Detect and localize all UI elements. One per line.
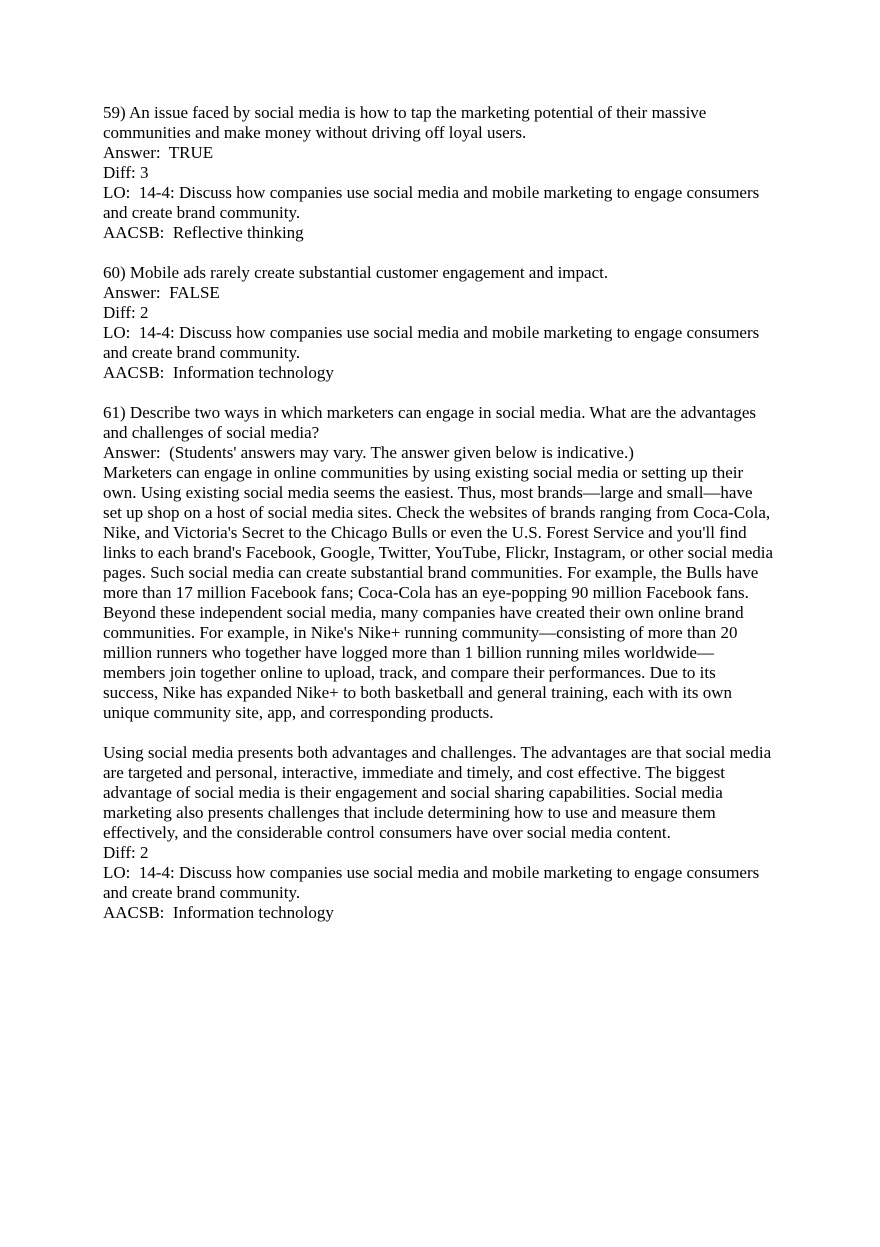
question-60-answer-line: Answer: FALSE [103,283,220,302]
document-page [103,103,778,943]
question-60-lo-line: LO: 14-4: Discuss how companies use social media and mobile marketing to engage consumers and create brand community. [103,323,764,362]
question-61-answer-line: Answer: (Students' answers may vary. The answer given below is indicative.) [103,443,634,462]
question-61-lo-line: LO: 14-4: Discuss how companies use social media and mobile marketing to engage consumers and create brand community. [103,863,764,902]
question-61-answer-body-2: Using social media presents both advantages and challenges. The advantages are that social media are targeted and personal, interactive, immediate and timely, and cost effective. The biggest advantage of social media is their engagement and social sharing capabilities. Social media marketing also presents challenges that include determining how to use and measure them effectively, and the considerable control consumers have over social media content. [103,743,776,842]
question-60-text: 60) Mobile ads rarely create substantial customer engagement and impact. [103,263,609,282]
question-59-text: 59) An issue faced by social media is how to tap the marketing potential of their massive communities and make money without driving off loyal users. [103,103,711,142]
question-61-block [103,403,778,923]
question-60-block [103,263,775,383]
question-59-aacsb-line: AACSB: Reflective thinking [103,223,304,242]
question-59-diff-line: Diff: 3 [103,163,149,182]
question-59-answer-line: Answer: TRUE [103,143,214,162]
question-61-text: 61) Describe two ways in which marketers can engage in social media. What are the advantages and challenges of social media? [103,403,761,442]
question-61-aacsb-line: AACSB: Information technology [103,903,334,922]
question-60-diff-line: Diff: 2 [103,303,149,322]
question-59-block [103,103,775,243]
question-61-diff-line: Diff: 2 [103,843,149,862]
question-61-answer-body-1: Marketers can engage in online communities by using existing social media or setting up their own. Using existing social media seems the easiest. Thus, most brands—large and small—have set up shop on a host of social media sites. Check the websites of brands ranging from Coca-Cola, Nike, and Victoria's Secret to the Chicago Bulls or even the U.S. Forest Service and you'll find links to each brand's Facebook, Google, Twitter, YouTube, Flickr, Instagram, or other social media pages. Such social media can create substantial brand communities. For example, the Bulls have more than 17 million Facebook fans; Coca-Cola has an eye-popping 90 million Facebook fans. Beyond these independent social media, many companies have created their own online brand communities. For example, in Nike's Nike+ running community—consisting of more than 20 million runners who together have logged more than 1 billion running miles worldwide—members join together online to upload, track, and compare their performances. Due to its success, Nike has expanded Nike+ to both basketball and general training, each with its own unique community site, app, and corresponding products. [103,463,778,722]
question-59-lo-line: LO: 14-4: Discuss how companies use social media and mobile marketing to engage consumers and create brand community. [103,183,764,222]
question-60-aacsb-line: AACSB: Information technology [103,363,334,382]
